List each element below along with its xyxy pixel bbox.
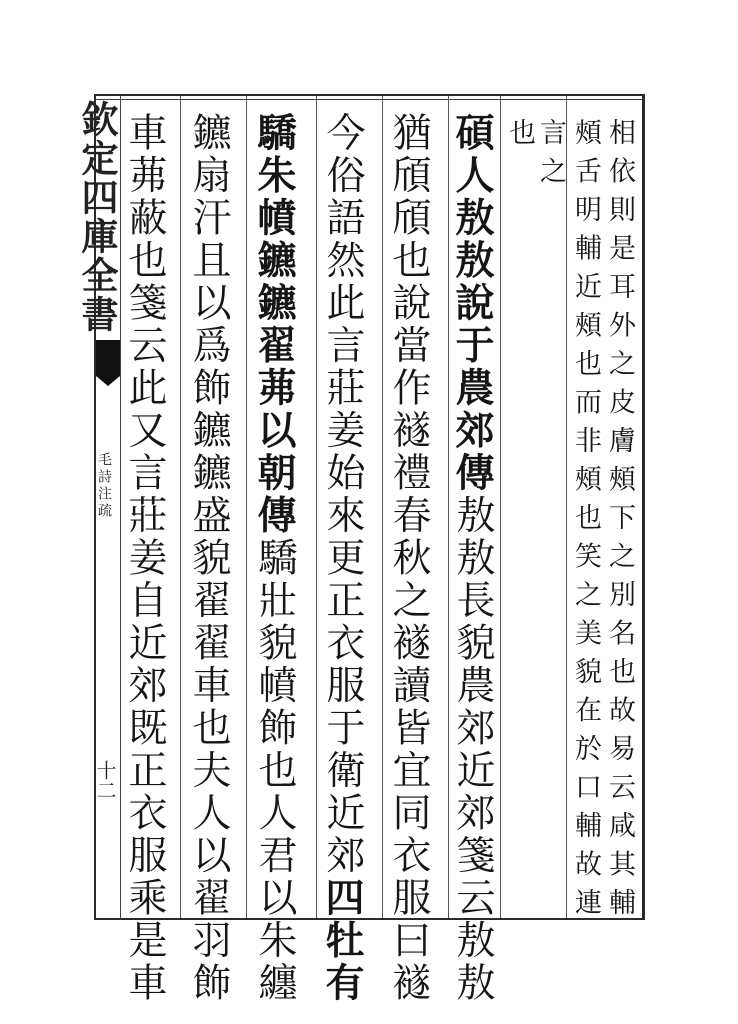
page-number: 十二 xyxy=(93,760,117,800)
text-column-commentary-1b: 頰舌明輔近頰也而非頰也笑之美貌在於口輔故連 xyxy=(570,118,601,927)
column-separator xyxy=(246,96,247,918)
commentary-segment: 今俗語然此言莊姜始來更正衣服于衛近郊 xyxy=(320,112,365,877)
frame-top-border xyxy=(94,94,644,96)
series-title: 欽定四庫全書 xyxy=(75,100,119,334)
margin-divider xyxy=(120,96,121,920)
main-text-segment: 碩人敖敖說于農郊傳 xyxy=(449,112,495,495)
frame-top-inner-border xyxy=(94,99,644,100)
text-column-3 xyxy=(450,112,494,1005)
commentary-segment: 敖敖長貌農郊近郊箋云敖敖 xyxy=(450,494,495,1005)
text-column-7: 鑣扇汗且以爲飾鑣鑣盛貌翟翟車也夫人以翟羽飾 xyxy=(186,112,231,1005)
book-title: 毛詩注疏 xyxy=(96,452,112,520)
text-column-commentary-1a: 相依則是耳外之皮膚頰下之別名也故易云咸其輔 xyxy=(604,118,635,927)
column-separator xyxy=(180,96,181,918)
fish-tail-mark-icon xyxy=(96,340,120,376)
column-separator xyxy=(566,96,567,918)
frame-right-border xyxy=(642,94,645,920)
commentary-segment: 驕壯貌幩飾也人君以朱纏 xyxy=(252,537,297,1005)
column-separator xyxy=(382,96,383,918)
column-separator xyxy=(500,96,501,918)
frame-bottom-border xyxy=(94,918,644,920)
fish-tail-notch-icon xyxy=(96,376,120,386)
text-column-8: 車茀蔽也箋云此又言莊姜自近郊既正衣服乘是車 xyxy=(122,112,167,1005)
text-column-commentary-2b: 也 xyxy=(504,118,535,157)
text-column-4: 猶頎頎也說當作襚禮春秋之襚讀皆宜同衣服曰襚 xyxy=(386,112,431,1005)
main-text-segment: 驕朱幩鑣鑣翟茀以朝傳 xyxy=(251,112,297,537)
column-separator xyxy=(316,96,317,918)
main-text-segment: 四牡有 xyxy=(319,877,365,1005)
text-column-6 xyxy=(252,112,296,1005)
text-column-5 xyxy=(320,112,364,1005)
text-column-commentary-2a: 言之 xyxy=(535,118,566,195)
